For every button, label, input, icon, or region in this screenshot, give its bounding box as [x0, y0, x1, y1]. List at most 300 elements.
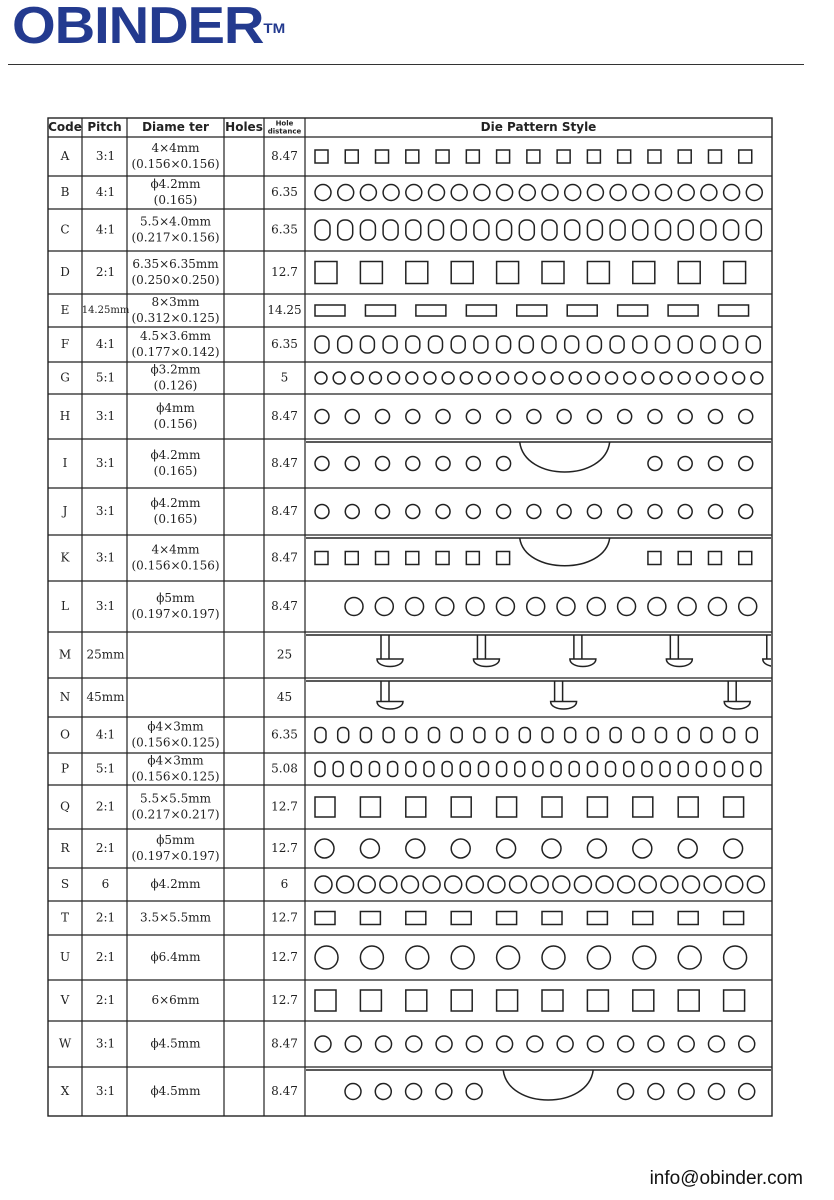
row-hole-distance: 8.47 [271, 1036, 298, 1051]
hole-rounded-rect [442, 762, 452, 777]
hole-square [315, 305, 345, 316]
hole-square [648, 150, 661, 163]
hole-square [466, 305, 496, 316]
row-pitch: 5:1 [95, 370, 116, 385]
hole-circle [733, 372, 745, 384]
die-pattern-b [315, 185, 762, 201]
hole-circle [639, 876, 656, 893]
hole-square [497, 150, 510, 163]
hole-rounded-rect [610, 336, 624, 353]
hole-rounded-rect [533, 762, 543, 777]
pattern-marks [315, 728, 757, 743]
row-diameter-inch: (0.156×0.125) [131, 735, 220, 750]
hole-rounded-rect [424, 762, 434, 777]
die-pattern-c [315, 220, 761, 240]
hole-circle [466, 457, 480, 471]
hole-rounded-rect [351, 762, 361, 777]
row-hole-distance: 14.25 [267, 303, 302, 317]
hole-square [678, 912, 698, 925]
hole-circle [678, 372, 690, 384]
hole-rounded-rect [701, 220, 716, 240]
hole-circle [466, 1084, 482, 1100]
hole-rounded-rect [451, 336, 465, 353]
hole-circle [315, 505, 329, 519]
hole-rounded-rect [451, 728, 462, 743]
hole-rounded-rect [624, 762, 634, 777]
hole-circle [596, 876, 613, 893]
hole-circle [557, 410, 571, 424]
row-pitch: 3:1 [95, 456, 116, 470]
hole-circle [436, 505, 450, 519]
hole-circle [587, 598, 605, 616]
row-hole-distance: 6 [280, 877, 289, 891]
hole-circle [606, 372, 618, 384]
tab-mark [724, 681, 750, 709]
row-code: U [59, 950, 71, 964]
row-code: R [60, 841, 70, 855]
hole-rounded-rect [406, 336, 420, 353]
hole-circle [360, 185, 376, 201]
row-pitch: 2:1 [95, 950, 116, 964]
hole-circle [436, 1084, 452, 1100]
hole-rounded-rect [587, 728, 598, 743]
hole-circle [533, 372, 545, 384]
hole-square [315, 797, 335, 817]
hole-circle [708, 505, 722, 519]
row-diameter-inch: (0.197×0.197) [131, 849, 220, 863]
row-pitch: 2:1 [95, 993, 116, 1007]
die-pattern-n [305, 681, 772, 709]
hole-rounded-rect [519, 728, 530, 743]
hole-circle [345, 457, 359, 471]
row-diameter-inch: (0.312×0.125) [131, 311, 220, 325]
row-diameter: ϕ5mm [156, 833, 195, 847]
hole-circle [315, 946, 338, 969]
row-diameter: ϕ4.5mm [150, 1084, 201, 1098]
row-pitch: 25mm [86, 647, 125, 662]
hole-circle [451, 946, 474, 969]
row-code: L [61, 599, 69, 613]
hole-circle [466, 410, 480, 424]
hole-circle [618, 598, 636, 616]
row-diameter: ϕ4.2mm [150, 496, 201, 510]
hole-circle [376, 1036, 392, 1052]
row-hole-distance: 8.47 [271, 456, 298, 470]
row-pitch: 3:1 [95, 149, 116, 163]
hole-square [406, 262, 428, 284]
hole-square [360, 797, 380, 817]
row-diameter-inch: (0.250×0.250) [131, 273, 220, 287]
hole-rounded-rect [656, 728, 667, 743]
row-hole-distance: 8.47 [271, 504, 298, 518]
row-diameter: 4×4mm [151, 542, 200, 557]
hole-rounded-rect [338, 336, 352, 353]
pattern-marks [305, 442, 772, 472]
hole-square [416, 305, 446, 316]
pattern-marks [315, 839, 743, 858]
hole-circle [429, 185, 445, 201]
hole-rounded-rect [565, 220, 580, 240]
row-hole-distance: 8.47 [271, 599, 298, 613]
hole-square [724, 262, 746, 284]
hole-rounded-rect [333, 762, 343, 777]
hole-rounded-rect [678, 220, 693, 240]
row-diameter: ϕ5mm [156, 591, 195, 605]
hole-rounded-rect [751, 762, 761, 777]
hole-circle [708, 410, 722, 424]
hole-rounded-rect [660, 762, 670, 777]
hole-rounded-rect [497, 220, 512, 240]
hole-rounded-rect [587, 762, 597, 777]
hole-circle [466, 876, 483, 893]
hole-square [542, 912, 562, 925]
hole-rounded-rect [474, 336, 488, 353]
hole-square [633, 990, 654, 1011]
hole-rounded-rect [383, 220, 398, 240]
row-hole-distance: 12.7 [271, 993, 298, 1007]
hole-circle [345, 505, 359, 519]
row-diameter: ϕ4mm [156, 401, 195, 415]
hole-square [633, 797, 653, 817]
hole-circle [497, 185, 513, 201]
row-code: W [58, 1036, 72, 1051]
hole-circle [739, 505, 753, 519]
pattern-marks [315, 797, 744, 817]
hole-circle [678, 1036, 694, 1052]
hole-circle [739, 410, 753, 424]
die-pattern-i [305, 442, 772, 472]
hole-circle [369, 372, 381, 384]
hole-circle [624, 372, 636, 384]
hole-rounded-rect [610, 728, 621, 743]
pattern-marks [315, 410, 753, 424]
hole-rounded-rect [429, 728, 440, 743]
hole-circle [333, 372, 345, 384]
hole-circle [542, 946, 565, 969]
hole-rounded-rect [515, 762, 525, 777]
logo-wordmark: OBINDER [12, 0, 264, 55]
hole-circle [553, 876, 570, 893]
hole-square [466, 552, 479, 565]
row-pitch: 4:1 [95, 222, 116, 237]
row-pitch: 3:1 [95, 550, 116, 565]
hole-circle [618, 1084, 634, 1100]
hole-square [451, 262, 473, 284]
hole-circle [542, 839, 561, 858]
row-hole-distance: 6.35 [271, 337, 298, 351]
hole-circle [724, 185, 740, 201]
pattern-marks [305, 1070, 772, 1100]
row-code: B [60, 185, 70, 199]
hole-rounded-rect [406, 728, 417, 743]
hole-circle [527, 1036, 543, 1052]
hole-circle [406, 946, 429, 969]
row-diameter: ϕ4×3mm [147, 753, 204, 768]
hole-circle [557, 505, 571, 519]
hole-circle [497, 372, 509, 384]
row-pitch: 6 [101, 877, 110, 891]
hole-circle [542, 185, 558, 201]
hole-circle [648, 457, 662, 471]
hole-rounded-rect [565, 336, 579, 353]
hole-circle [388, 372, 400, 384]
row-diameter-inch: (0.156×0.156) [131, 558, 220, 573]
row-diameter-inch: (0.126) [153, 378, 198, 393]
hole-square [708, 150, 721, 163]
row-hole-distance: 6.35 [271, 185, 298, 199]
hole-rounded-rect [460, 762, 470, 777]
row-diameter-inch: (0.165) [153, 193, 198, 207]
hole-rounded-rect [569, 762, 579, 777]
hole-rounded-rect [478, 762, 488, 777]
contact-email[interactable]: info@obinder.com [649, 1168, 803, 1189]
hole-circle [338, 185, 354, 201]
hole-circle [739, 1084, 755, 1100]
hole-circle [497, 839, 516, 858]
hole-circle [376, 505, 390, 519]
hole-circle [751, 372, 763, 384]
row-pitch: 2:1 [95, 799, 116, 814]
hole-circle [488, 876, 505, 893]
hole-rounded-rect [360, 220, 375, 240]
hole-square [451, 990, 472, 1011]
hole-rounded-rect [587, 220, 602, 240]
row-diameter-inch: (0.156) [153, 417, 198, 431]
row-code: T [60, 910, 70, 925]
hole-rounded-rect [633, 728, 644, 743]
hole-square [315, 990, 336, 1011]
row-diameter: ϕ6.4mm [150, 950, 201, 964]
tab-mark [377, 635, 403, 667]
hole-square [678, 797, 698, 817]
hole-circle [648, 1036, 664, 1052]
hole-circle [633, 946, 656, 969]
hole-circle [466, 505, 480, 519]
hole-circle [633, 185, 649, 201]
hole-square [719, 305, 749, 316]
tab-mark [551, 681, 577, 709]
row-hole-distance: 12.7 [271, 950, 298, 964]
tab-mark [666, 635, 692, 667]
hole-circle [678, 1084, 694, 1100]
hole-rounded-rect [315, 220, 330, 240]
hole-circle [724, 839, 743, 858]
hole-circle [436, 410, 450, 424]
hole-rounded-rect [383, 336, 397, 353]
row-pitch: 4:1 [95, 337, 116, 351]
row-code: F [60, 337, 70, 351]
hole-square [497, 990, 518, 1011]
row-diameter: 6.35×6.35mm [132, 257, 219, 271]
row-hole-distance: 6.35 [271, 222, 298, 237]
hole-square [739, 552, 752, 565]
row-pitch: 3:1 [95, 504, 116, 518]
hole-rounded-rect [474, 728, 485, 743]
hole-square [406, 990, 427, 1011]
row-code: H [59, 409, 71, 423]
hole-square [497, 912, 517, 925]
hole-rounded-rect [497, 336, 511, 353]
hole-square [365, 305, 395, 316]
hole-circle [739, 598, 757, 616]
row-code: G [60, 370, 70, 385]
hole-circle [401, 876, 418, 893]
hole-circle [724, 946, 747, 969]
hole-square [678, 262, 700, 284]
hole-square [724, 797, 744, 817]
row-code: E [60, 303, 70, 317]
row-diameter: 4.5×3.6mm [140, 329, 211, 343]
hole-circle [618, 410, 632, 424]
row-hole-distance: 8.47 [271, 409, 298, 423]
hole-circle [678, 457, 692, 471]
hole-square [708, 552, 721, 565]
row-hole-distance: 12.7 [271, 910, 298, 925]
hole-rounded-rect [315, 728, 326, 743]
header-code: Code [48, 120, 82, 134]
hole-square [315, 150, 328, 163]
hole-circle [375, 598, 393, 616]
hole-circle [660, 372, 672, 384]
hole-circle [678, 185, 694, 201]
hole-circle [497, 457, 511, 471]
hole-square [542, 990, 563, 1011]
hole-rounded-rect [429, 336, 443, 353]
hole-circle [497, 1036, 513, 1052]
pattern-marks [315, 336, 760, 353]
hole-circle [315, 1036, 331, 1052]
die-pattern-u [315, 946, 747, 969]
row-hole-distance: 8.47 [271, 149, 298, 163]
hole-circle [527, 598, 545, 616]
hole-circle [587, 839, 606, 858]
hole-square [587, 150, 600, 163]
hole-circle [315, 185, 331, 201]
hole-rounded-rect [724, 728, 735, 743]
hole-circle [315, 876, 332, 893]
hole-circle [557, 598, 575, 616]
row-diameter: ϕ3.2mm [150, 362, 201, 377]
row-hole-distance: 12.7 [271, 799, 298, 814]
trademark-mark: TM [263, 20, 286, 36]
hole-circle [442, 372, 454, 384]
hole-rounded-rect [606, 762, 616, 777]
hole-circle [739, 1036, 755, 1052]
row-diameter: ϕ4.5mm [150, 1036, 201, 1051]
hole-circle [587, 946, 610, 969]
row-diameter: 3.5×5.5mm [140, 910, 211, 925]
hole-square [497, 552, 510, 565]
pattern-marks [315, 185, 762, 201]
hole-rounded-rect [406, 762, 416, 777]
die-pattern-j [315, 505, 753, 519]
row-pitch: 14.25mm [81, 305, 130, 316]
row-diameter-inch: (0.156×0.156) [131, 157, 220, 171]
row-diameter: ϕ4.2mm [150, 448, 201, 462]
row-pitch: 4:1 [95, 185, 116, 199]
hole-rounded-rect [338, 728, 349, 743]
hole-circle [345, 598, 363, 616]
row-code: I [62, 456, 68, 470]
hole-square [466, 150, 479, 163]
hole-square [542, 262, 564, 284]
header-diameter: Diame ter [142, 120, 209, 134]
hole-circle [527, 410, 541, 424]
hole-circle [406, 839, 425, 858]
die-pattern-w [315, 1036, 755, 1052]
row-diameter-inch: (0.217×0.156) [131, 230, 220, 245]
hole-rounded-rect [715, 762, 725, 777]
tab-mark [763, 635, 789, 667]
hole-circle [474, 185, 490, 201]
notch-cutout [520, 538, 610, 566]
hole-circle [648, 1084, 664, 1100]
header-holes: Holes [225, 120, 263, 134]
hole-circle [360, 946, 383, 969]
hole-circle [633, 839, 652, 858]
hole-circle [451, 839, 470, 858]
row-diameter: 6×6mm [151, 993, 200, 1007]
hole-square [406, 912, 426, 925]
row-code: D [60, 265, 70, 279]
row-code: K [60, 550, 70, 565]
hole-circle [406, 598, 424, 616]
hole-square [517, 305, 547, 316]
hole-rounded-rect [542, 336, 556, 353]
hole-circle [587, 372, 599, 384]
pattern-marks [305, 538, 772, 566]
hole-rounded-rect [746, 728, 757, 743]
hole-rounded-rect [587, 336, 601, 353]
hole-rounded-rect [360, 336, 374, 353]
hole-circle [708, 1084, 724, 1100]
row-pitch: 3:1 [95, 409, 116, 423]
hole-rounded-rect [383, 728, 394, 743]
hole-circle [708, 598, 726, 616]
row-hole-distance: 45 [276, 690, 293, 704]
hole-circle [423, 876, 440, 893]
row-code: C [60, 222, 70, 237]
hole-square [678, 150, 691, 163]
hole-rounded-rect [633, 220, 648, 240]
hole-circle [701, 185, 717, 201]
hole-circle [642, 372, 654, 384]
hole-circle [406, 505, 420, 519]
hole-circle [424, 372, 436, 384]
hole-circle [497, 505, 511, 519]
hole-circle [406, 457, 420, 471]
hole-circle [358, 876, 375, 893]
hole-circle [587, 1036, 603, 1052]
row-code: O [60, 727, 70, 742]
hole-circle [315, 457, 329, 471]
hole-square [436, 150, 449, 163]
hole-square [360, 990, 381, 1011]
hole-rounded-rect [724, 220, 739, 240]
row-hole-distance: 12.7 [271, 265, 298, 279]
hole-circle [519, 185, 535, 201]
hole-circle [345, 410, 359, 424]
hole-square [406, 150, 419, 163]
hole-rounded-rect [696, 762, 706, 777]
hole-circle [569, 372, 581, 384]
hole-square [315, 552, 328, 565]
pattern-marks [315, 912, 744, 925]
row-hole-distance: 8.47 [271, 1084, 298, 1098]
row-diameter: ϕ4.2mm [150, 877, 201, 891]
row-code: V [60, 993, 70, 1007]
hole-square [345, 150, 358, 163]
